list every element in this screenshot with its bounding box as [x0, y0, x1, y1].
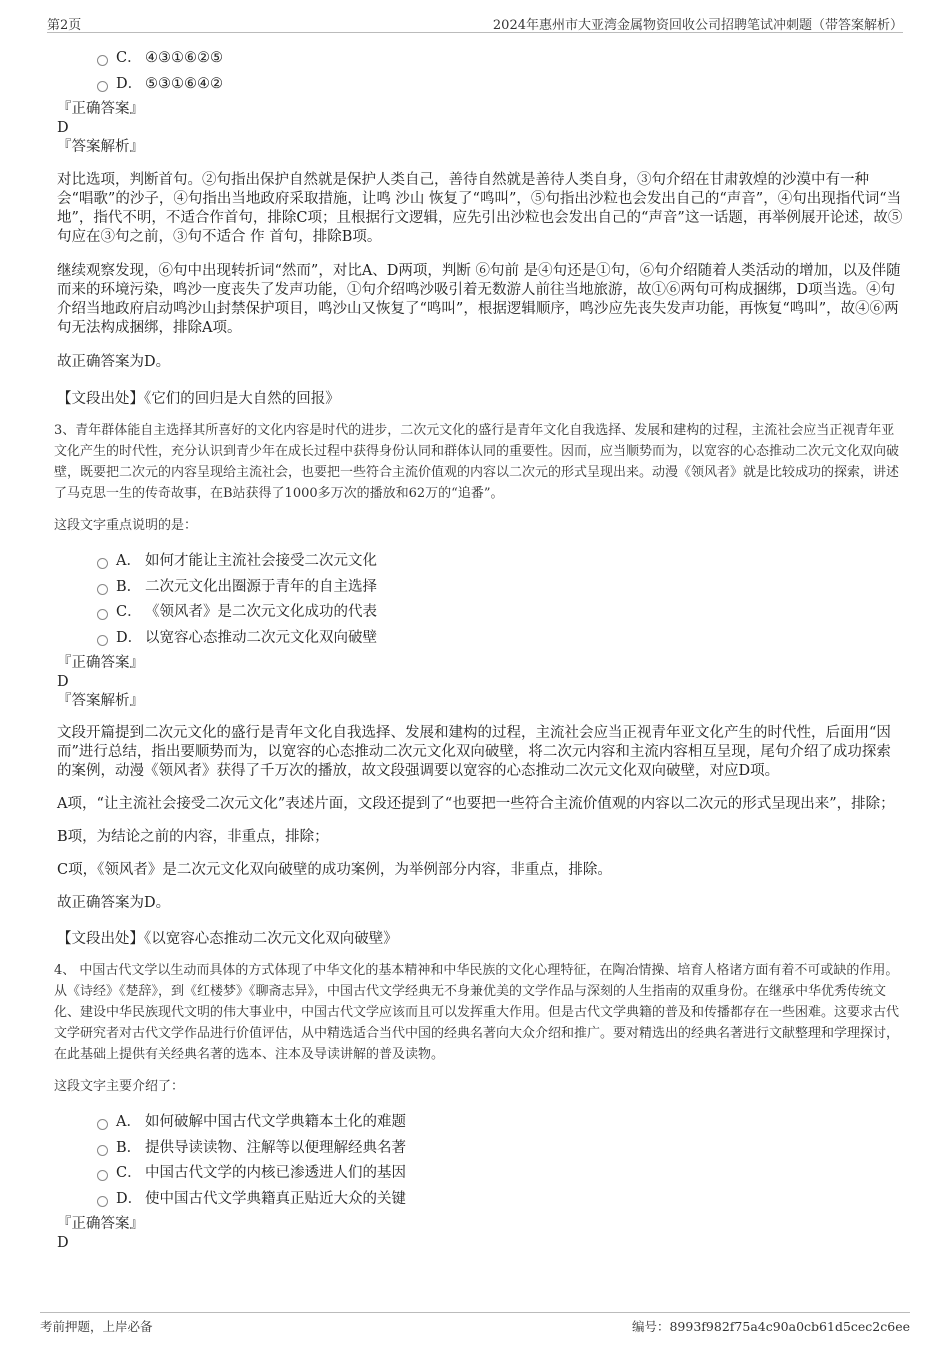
- option-text: ⑤③①⑥④②: [145, 75, 223, 92]
- option-letter: D．: [116, 1190, 143, 1207]
- option-c[interactable]: [57, 46, 903, 72]
- option-text: 中国古代文学的内核已渗透进人们的基因: [145, 1165, 406, 1181]
- option-text: 二次元文化出圈源于青年的自主选择: [145, 578, 377, 595]
- option-d[interactable]: [57, 1187, 903, 1213]
- option-text: 以宽容心态推动二次元文化双向破壁: [145, 629, 377, 646]
- option-b[interactable]: [57, 1136, 903, 1162]
- option-text: 使中国古代文学典籍真正贴近大众的关键: [145, 1190, 406, 1207]
- radio-icon[interactable]: [97, 1119, 108, 1130]
- option-letter: A．: [116, 553, 141, 569]
- document-title: 2024年惠州市大亚湾金属物资回收公司招聘笔试冲刺题（带答案解析）: [492, 18, 903, 33]
- question-prompt: 这段文字重点说明的是：: [54, 518, 198, 533]
- analysis-conclusion: 故正确答案为D。: [57, 895, 171, 911]
- analysis-conclusion: 故正确答案为D。: [57, 354, 171, 370]
- page-footer: [40, 1312, 910, 1335]
- answer-label: 『正确答案』: [57, 1216, 144, 1232]
- option-b[interactable]: [57, 575, 903, 601]
- source-citation: 【文段出处】《它们的回归是大自然的回报》: [57, 391, 340, 407]
- analysis-label: 『答案解析』: [57, 139, 144, 155]
- option-a[interactable]: [57, 549, 903, 575]
- radio-icon[interactable]: [97, 55, 108, 66]
- option-d[interactable]: [57, 72, 903, 98]
- option-letter: B．: [116, 578, 142, 595]
- q3-options: [57, 549, 903, 651]
- footer-slogan: 考前押题，上岸必备: [40, 1319, 153, 1334]
- radio-icon[interactable]: [97, 1170, 108, 1181]
- analysis-paragraph: A项，“让主流社会接受二次元文化”表述片面，文段还提到了“也要把一些符合主流价值观的内容以二次元的形式呈现出来”，排除；: [57, 796, 895, 812]
- analysis-paragraph: B项，为结论之前的内容，非重点，排除；: [57, 829, 329, 845]
- radio-icon[interactable]: [97, 584, 108, 595]
- option-text: ④③①⑥②⑤: [145, 50, 223, 66]
- radio-icon[interactable]: [97, 609, 108, 620]
- question-stem: 3、青年群体能自主选择其所喜好的文化内容是时代的进步，二次元文化的盛行是青年文化自我选择、发展和建构的过程，主流社会应当正视青年亚文化产生的时代性，充分认识到青少年在成长过程中获得身份认同和群体认同的重要性。因而，应当顺势而为，以宽容的心态推动二次元文化双向破壁，既要把二次元的内容呈现给主流社会，也要把一些符合主流价值观的内容以二次元的形式呈现出来。动漫《领风者》就是比较成功的探索，讲述了马克思一生的传奇故事，在B站获得了1000多万次的播放和62万的“追番”。: [54, 423, 900, 501]
- option-letter: A．: [116, 1114, 141, 1130]
- option-letter: C．: [116, 604, 142, 620]
- option-c[interactable]: [57, 600, 903, 626]
- q2-options: [57, 46, 903, 97]
- answer-label: 『正确答案』: [57, 655, 144, 671]
- radio-icon[interactable]: [97, 558, 108, 569]
- option-letter: C．: [116, 1165, 142, 1181]
- analysis-label: 『答案解析』: [57, 693, 144, 709]
- page-header: [47, 12, 903, 33]
- source-citation: 【文段出处】《以宽容心态推动二次元文化双向破壁》: [57, 931, 398, 947]
- option-text: 《领风者》是二次元文化成功的代表: [145, 604, 377, 620]
- option-c[interactable]: [57, 1161, 903, 1187]
- option-letter: D．: [116, 629, 143, 646]
- analysis-paragraph: C项，《领风者》是二次元文化双向破壁的成功案例，为举例部分内容，非重点，排除。: [57, 862, 612, 878]
- radio-icon[interactable]: [97, 1196, 108, 1207]
- option-d[interactable]: [57, 626, 903, 652]
- answer-label: 『正确答案』: [57, 101, 144, 117]
- option-text: 如何破解中国古代文学典籍本土化的难题: [145, 1114, 406, 1130]
- radio-icon[interactable]: [97, 635, 108, 646]
- option-text: 提供导读读物、注解等以便理解经典名著: [145, 1139, 406, 1156]
- question-prompt: 这段文字主要介绍了：: [54, 1079, 185, 1094]
- q4-options: [57, 1110, 903, 1212]
- answer-value: D: [57, 674, 69, 690]
- analysis-paragraph: 文段开篇提到二次元文化的盛行是青年文化自我选择、发展和建构的过程，主流社会应当正视青年亚文化产生的时代性，后面用“因而”进行总结，指出要顺势而为，以宽容的心态推动二次元文化双向破壁，将二次元内容和主流内容相互呈现，尾句介绍了成功探索的案例，动漫《领风者》获得了千万次的播放，故文段强调要以宽容的心态推动二次元文化双向破壁，对应D项。: [57, 725, 891, 779]
- page-content: [54, 46, 903, 1253]
- analysis-paragraph: 继续观察发现，⑥句中出现转折词“然而”，对比A、D两项，判断 ⑥句前 是④句还是①句，⑥句介绍随着人类活动的增加，以及伴随而来的环境污染，鸣沙一度丧失了发声功能，①句介绍鸣沙吸引着无数游人前往当地旅游，故①⑥两句可构成捆绑，D项当选。④句介绍当地政府启动鸣沙山封禁保护项目，鸣沙山又恢复了“鸣叫”，根据逻辑顺序，鸣沙应先丧失发声功能，再恢复“鸣叫”，故④⑥两句无法构成捆绑，排除A项。: [57, 263, 901, 336]
- option-letter: B．: [116, 1139, 142, 1156]
- radio-icon[interactable]: [97, 1145, 108, 1156]
- option-letter: D．: [116, 75, 143, 92]
- option-text: 如何才能让主流社会接受二次元文化: [145, 553, 377, 569]
- question-stem: 4、 中国古代文学以生动而具体的方式体现了中华文化的基本精神和中华民族的文化心理特征，在陶冶情操、培育人格诸方面有着不可或缺的作用。从《诗经》《楚辞》，到《红楼梦》《聊斋志异》，中国古代文学经典无不身兼优美的文学作品与深刻的人生指南的双重身份。在继承中华优秀传统文化、建设中华民族现代文明的伟大事业中，中国古代文学应该而且可以发挥重大作用。但是古代文学典籍的普及和传播都存在一些困难。这要求古代文学研究者对古代文学作品进行价值评估，从中精选适合当代中国的经典名著向大众介绍和推广。要对精选出的经典名著进行文献整理和学理探讨，在此基础上提供有关经典名著的选本、注本及导读讲解的普及读物。: [54, 963, 900, 1062]
- document-id: 编号：8993f982f75a4c90a0cb61d5cec2c6ee: [631, 1319, 910, 1334]
- radio-icon[interactable]: [97, 81, 108, 92]
- option-letter: C．: [116, 50, 142, 66]
- page-number: 第2页: [47, 18, 82, 33]
- analysis-paragraph: 对比选项，判断首句。②句指出保护自然就是保护人类自己，善待自然就是善待人类自身，③句介绍在甘肃敦煌的沙漠中有一种会“唱歌”的沙子，④句指出当地政府采取措施，让鸣 沙山 恢复了“鸣叫”，⑤句指出沙粒也会发出自己的“声音”，④句出现指代词“当地”，指代不明，不适合作首句，排除C项；且根据行文逻辑，应先引出沙粒也会发出自己的“声音”这一话题，再举例展开论述，故⑤句应在③句之前，③句不适合 作 首句，排除B项。: [57, 172, 903, 245]
- answer-value: D: [57, 120, 69, 136]
- option-a[interactable]: [57, 1110, 903, 1136]
- answer-value: D: [57, 1235, 69, 1251]
